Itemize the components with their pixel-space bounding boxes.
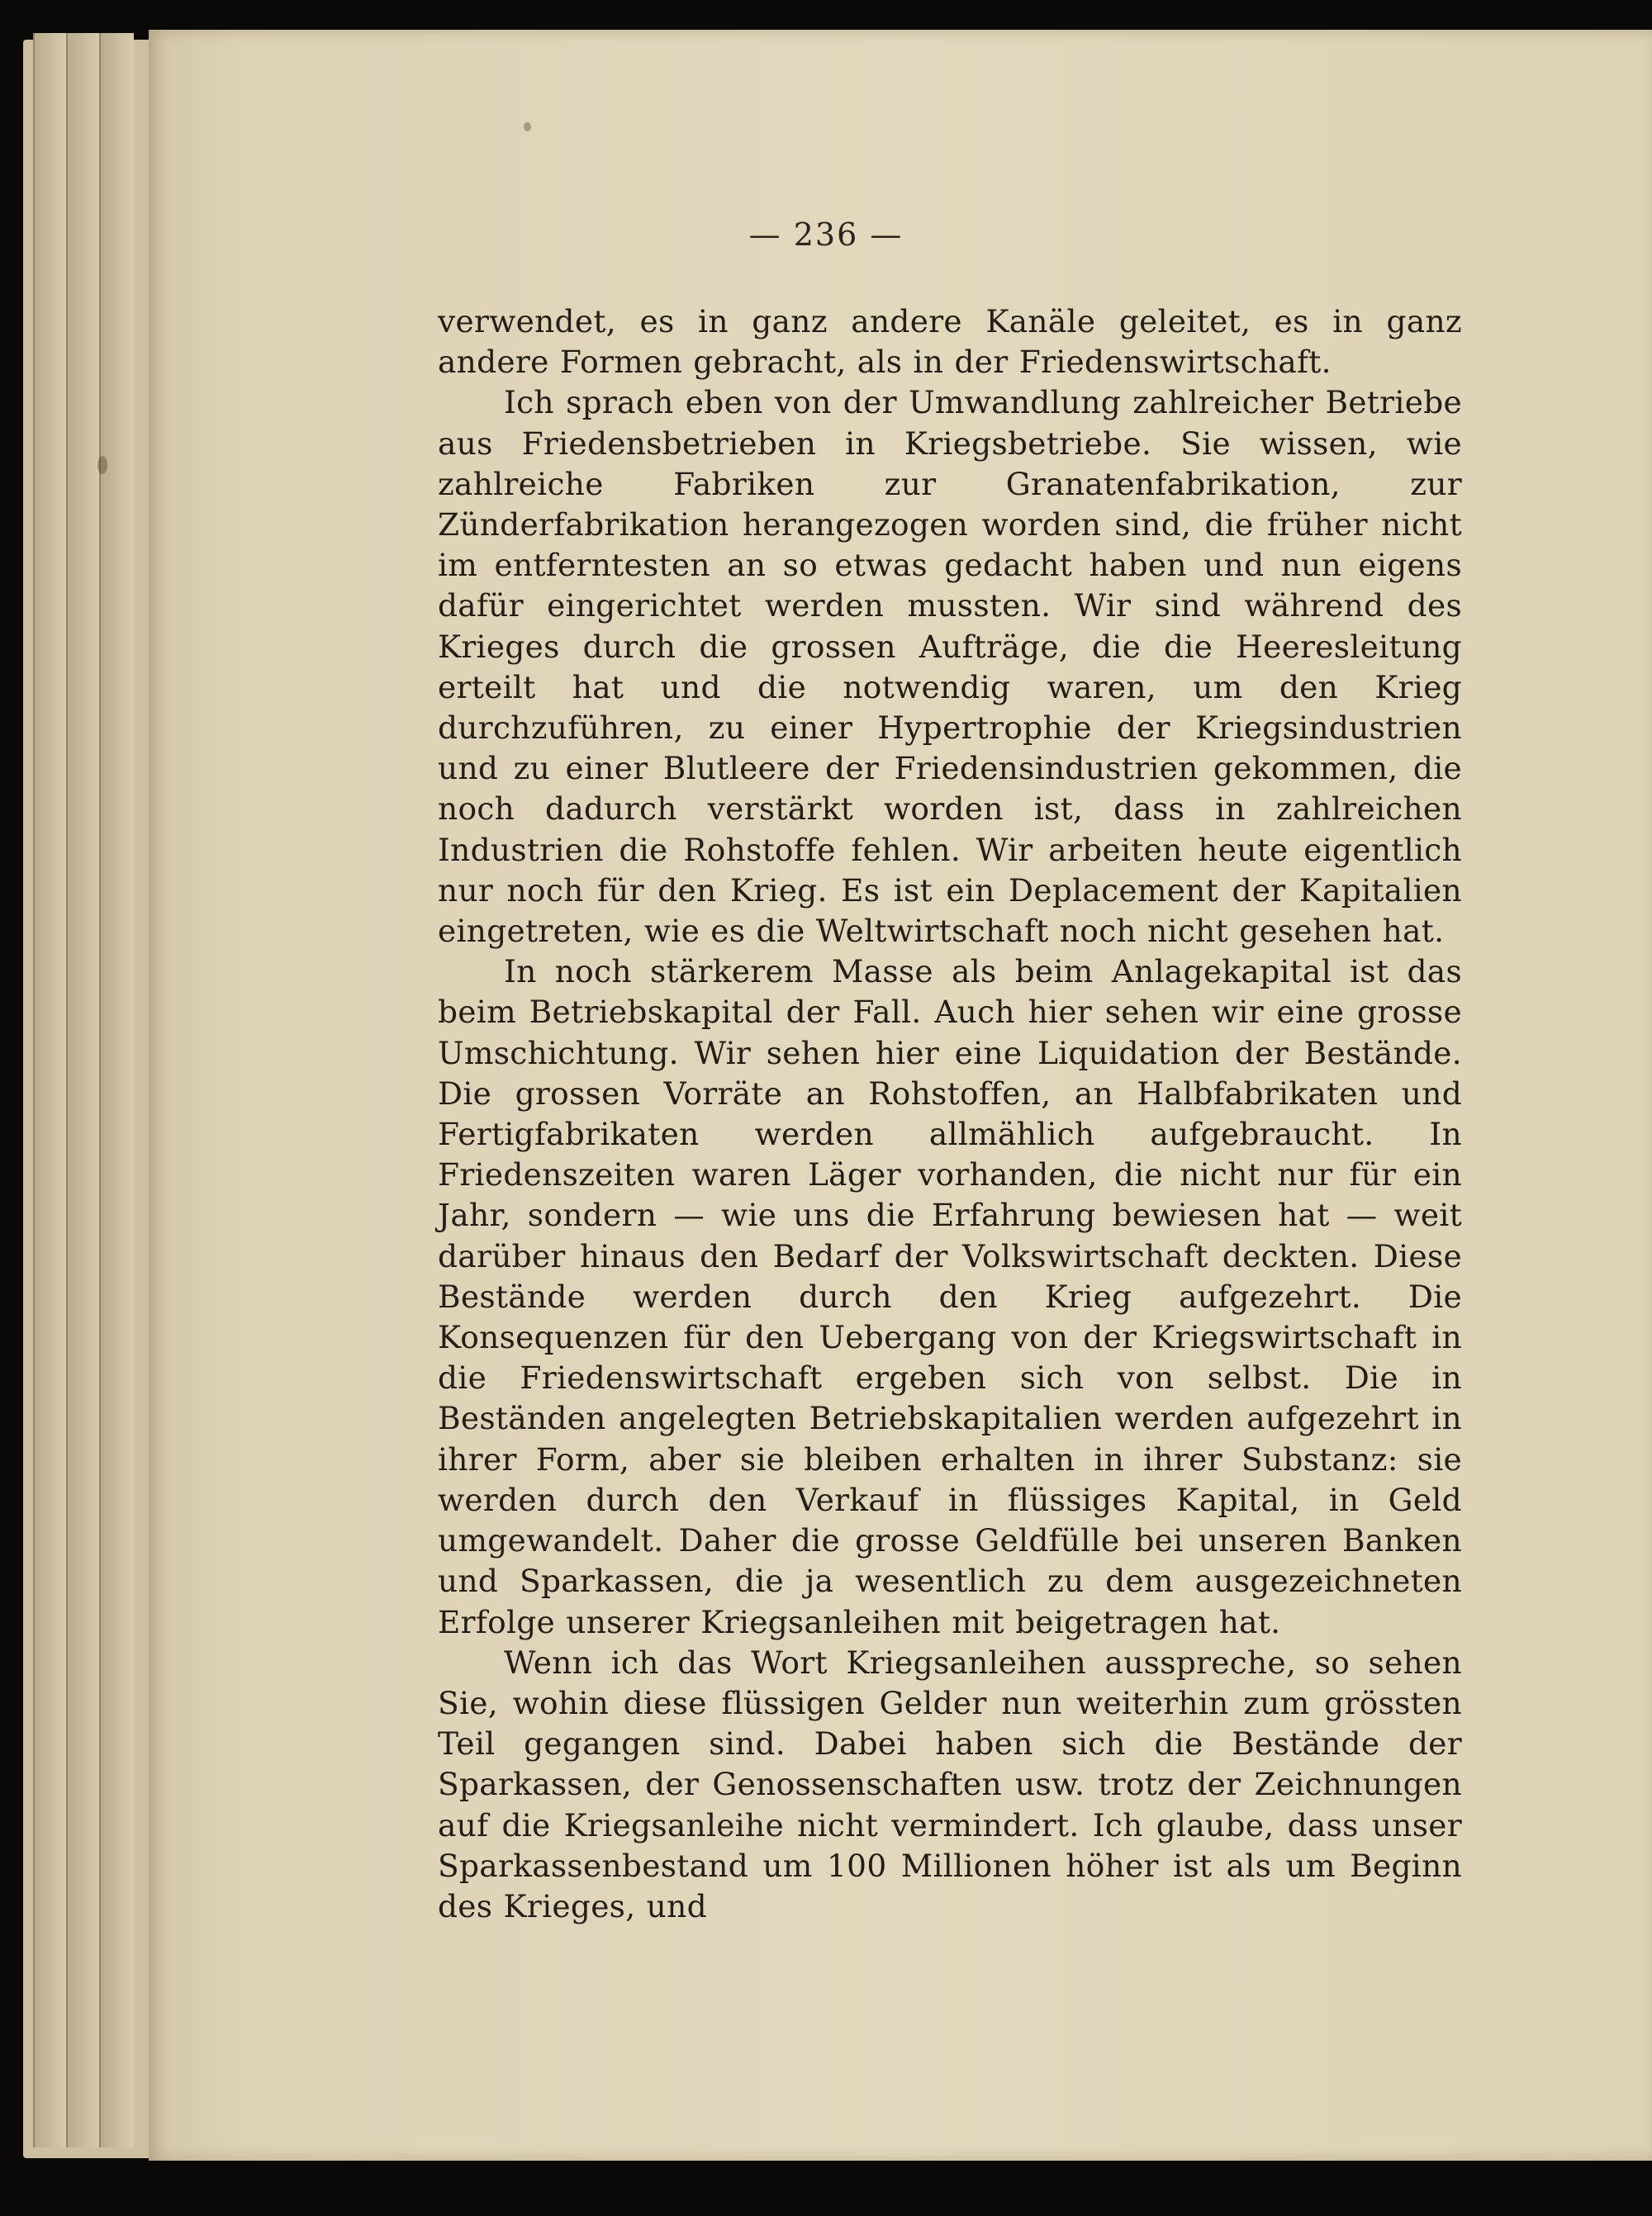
ink-spot bbox=[97, 456, 107, 474]
ink-spot bbox=[524, 122, 531, 131]
body-text bbox=[438, 301, 1462, 1927]
paragraph: Ich sprach eben von der Umwandlung zahlreicher Betriebe aus Friedensbetrieben in Kriegsbetriebe. Sie wissen, wie zahlreiche Fabriken zur Granatenfabrikation, zur Zünderfabrikation herangezogen worden sind, die früher nicht im entferntesten an so etwas gedacht haben und nun eigens dafür eingerichtet werden mussten. Wir sind während des Krieges durch die grossen Aufträge, die die Heeresleitung erteilt hat und die notwendig waren, um den Krieg durchzuführen, zu einer Hypertrophie der Kriegsindustrien und zu einer Blutleere der Friedensindustrien gekommen, die noch dadurch verstärkt worden ist, dass in zahlreichen Industrien die Rohstoffe fehlen. Wir arbeiten heute eigentlich nur noch für den Krieg. Es ist ein Deplacement der Kapitalien eingetreten, wie es die Weltwirtschaft noch nicht gesehen hat. bbox=[438, 384, 1462, 950]
paragraph: verwendet, es in ganz andere Kanäle geleitet, es in ganz andere Formen gebracht, als in der Friedenswirtschaft. bbox=[438, 303, 1462, 381]
page-number: — 236 — bbox=[748, 216, 904, 253]
page-stack-edge bbox=[99, 33, 134, 2147]
paragraph: Wenn ich das Wort Kriegsanleihen ausspreche, so sehen Sie, wohin diese flüssigen Gelder nun weiterhin zum grössten Teil gegangen sind. Dabei haben sich die Bestände der Sparkassen, der Genossenschaften usw. trotz der Zeichnungen auf die Kriegsanleihe nicht vermindert. Ich glaube, dass unser Sparkassenbestand um 100 Millionen höher ist als um Beginn des Krieges, und bbox=[438, 1644, 1462, 1924]
page-stack-edge bbox=[66, 33, 101, 2147]
page-stack-edge bbox=[33, 33, 68, 2147]
paragraph: In noch stärkerem Masse als beim Anlagekapital ist das beim Betriebskapital der Fall. Auch hier sehen wir eine grosse Umschichtung. Wir sehen hier eine Liquidation der Bestände. Die grossen Vorräte an Rohstoffen, an Halbfabrikaten und Fertigfabrikaten werden allmählich aufgebraucht. In Friedenszeiten waren Läger vorhanden, die nicht nur für ein Jahr, sondern — wie uns die Erfahrung bewiesen hat — weit darüber hinaus den Bedarf der Volkswirtschaft deckten. Diese Bestände werden durch den Krieg aufgezehrt. Die Konsequenzen für den Uebergang von der Kriegswirtschaft in die Friedenswirtschaft ergeben sich von selbst. Die in Beständen angelegten Betriebskapitalien werden aufgezehrt in ihrer Form, aber sie bleiben erhalten in ihrer Substanz: sie werden durch den Verkauf in flüssiges Kapital, in Geld umgewandelt. Daher die grosse Geldfülle bei unseren Banken und Sparkassen, die ja wesentlich zu dem ausgezeichneten Erfolge unserer Kriegsanleihen mit beigetragen hat. bbox=[438, 953, 1462, 1640]
